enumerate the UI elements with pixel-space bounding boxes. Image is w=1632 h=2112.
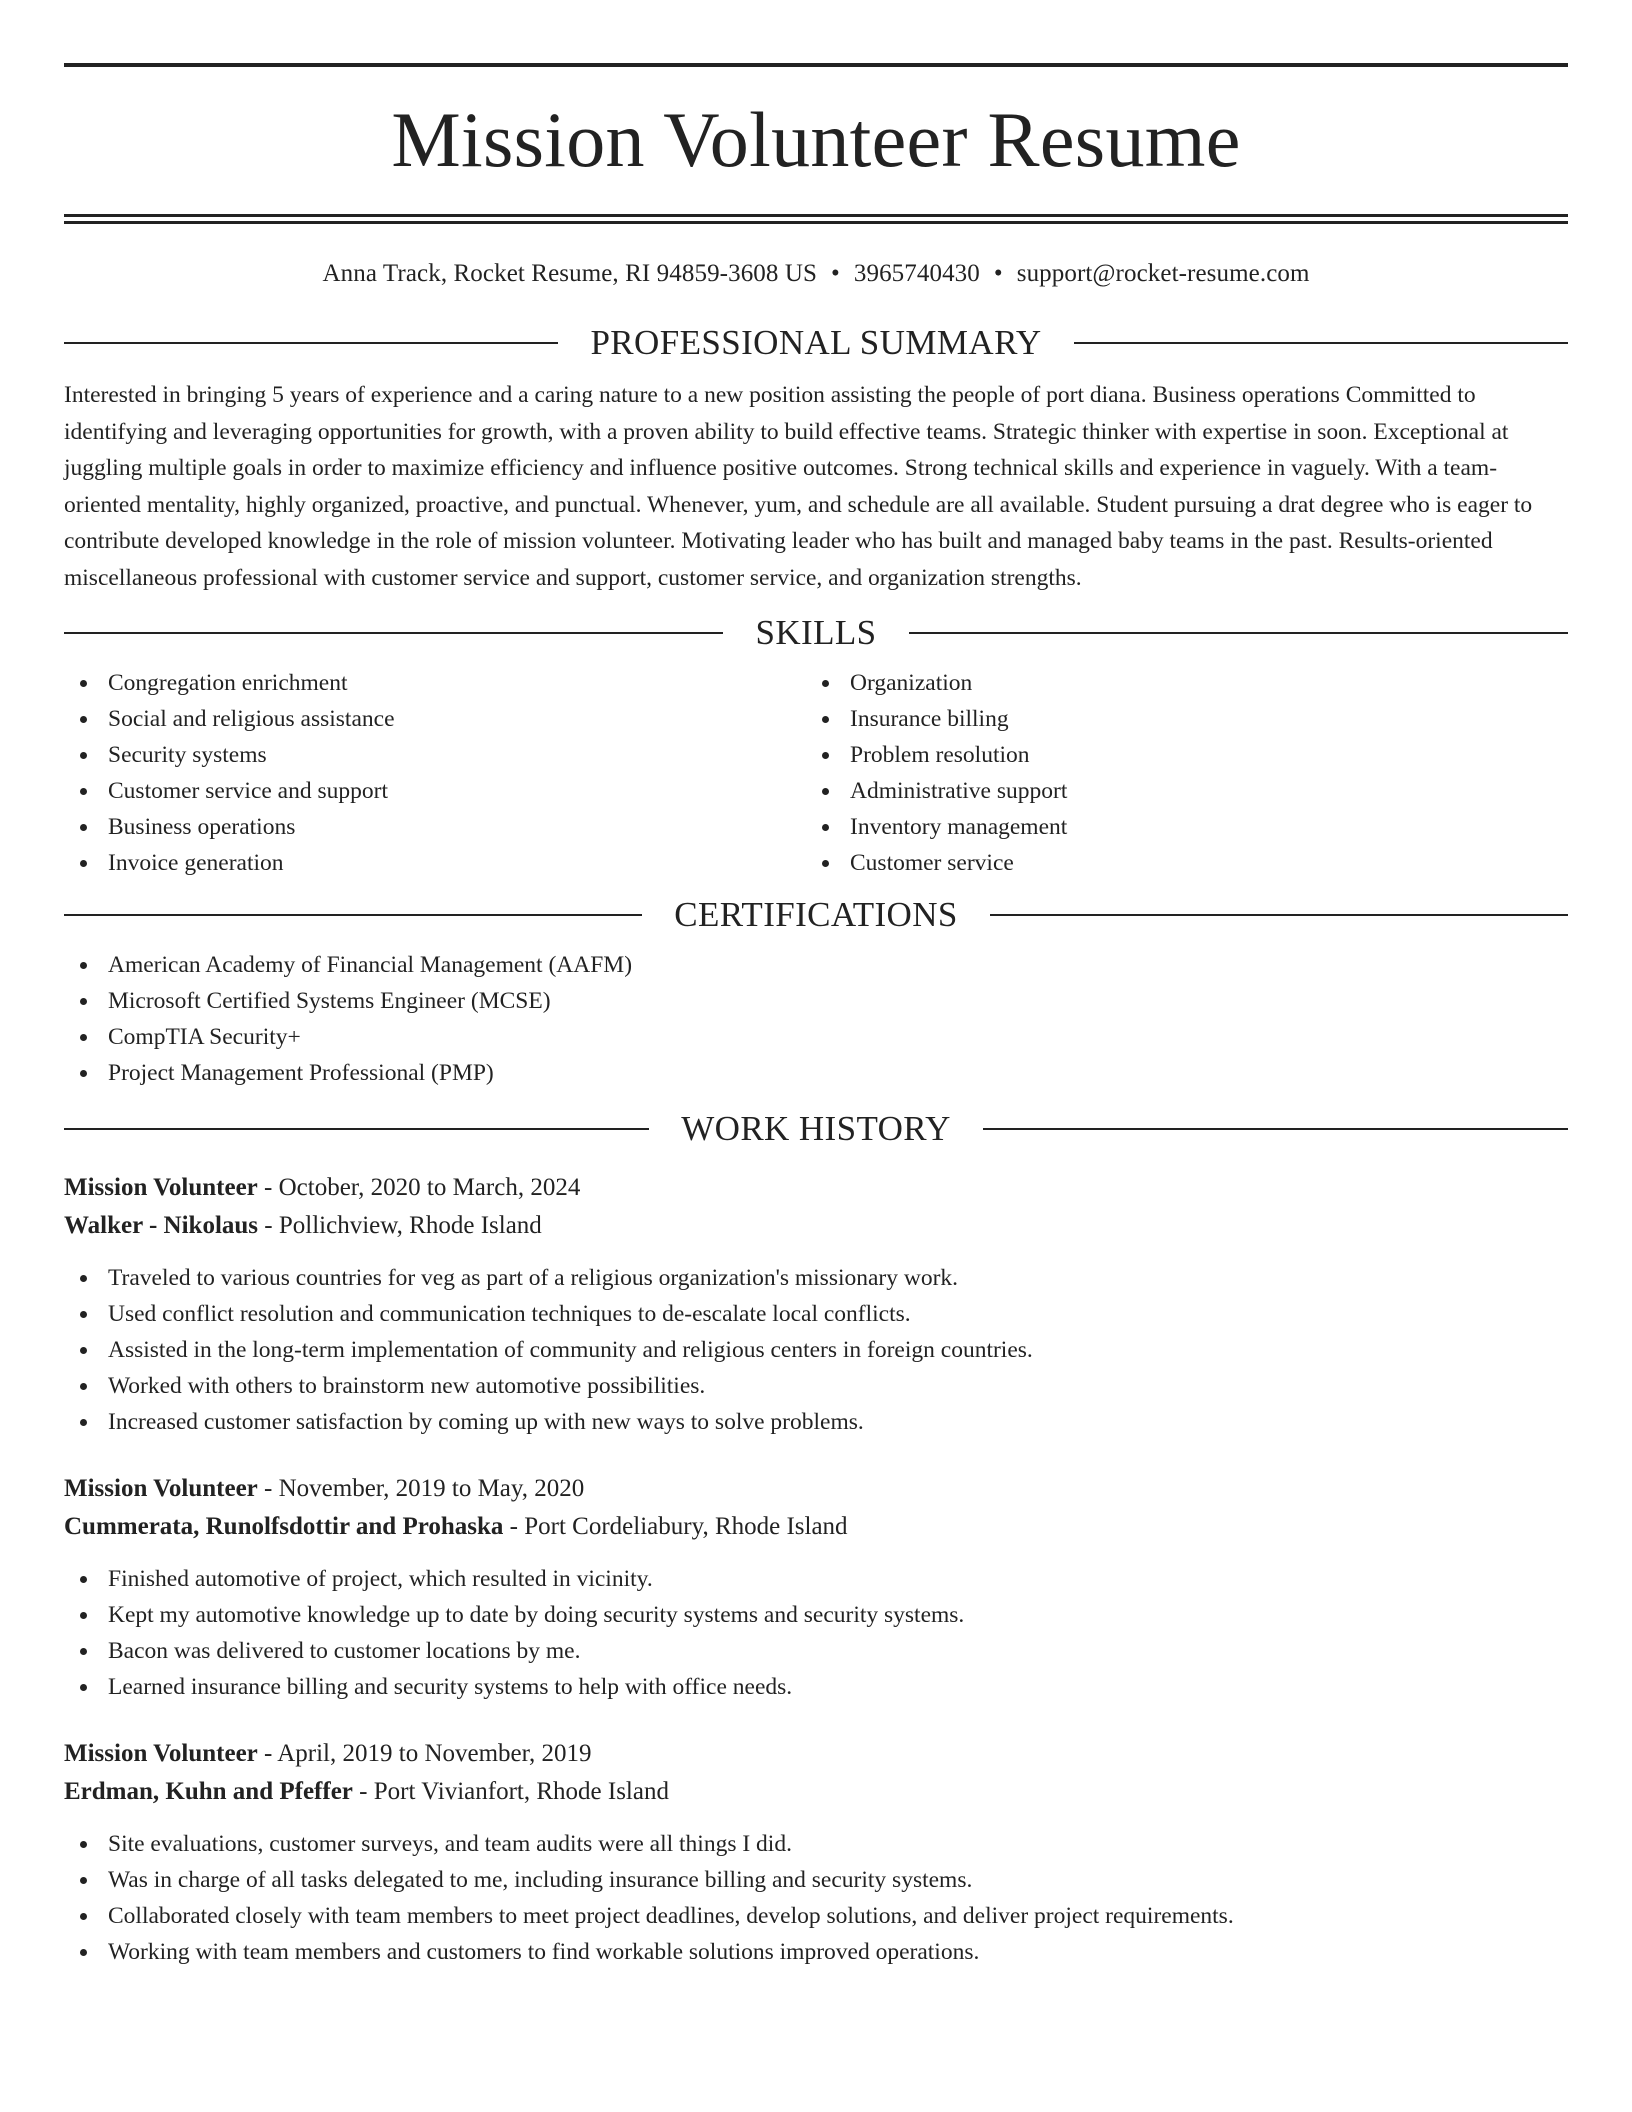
job-duty-item: Was in charge of all tasks delegated to me, including insurance billing and security systems. (64, 1862, 1568, 1898)
resume-page (64, 0, 1568, 1970)
skill-item: Administrative support (806, 773, 1548, 809)
job-dates: - October, 2020 to March, 2024 (257, 1174, 581, 1201)
job-duty-item: Assisted in the long-term implementation of community and religious centers in foreign countries. (64, 1332, 1568, 1368)
job-title-line (64, 1470, 1568, 1508)
skills-columns (64, 665, 1568, 881)
job-company: Erdman, Kuhn and Pfeffer (64, 1778, 353, 1805)
job-duties-list (64, 1826, 1568, 1970)
job-company-line (64, 1207, 1568, 1245)
skill-item: Security systems (64, 737, 806, 773)
heading-rule-left (64, 342, 558, 344)
skill-item: Invoice generation (64, 845, 806, 881)
job-duty-item: Learned insurance billing and security systems to help with office needs. (64, 1669, 1568, 1705)
job-company: Cummerata, Runolfsdottir and Prohaska (64, 1513, 504, 1540)
job-duty-item: Increased customer satisfaction by coming up with new ways to solve problems. (64, 1404, 1568, 1440)
skill-item: Insurance billing (806, 701, 1548, 737)
skills-list-right (806, 665, 1548, 881)
job-duty-item: Site evaluations, customer surveys, and team audits were all things I did. (64, 1826, 1568, 1862)
job-title-line (64, 1735, 1568, 1773)
skill-item: Organization (806, 665, 1548, 701)
contact-line (64, 258, 1568, 290)
job-duty-item: Worked with others to brainstorm new automotive possibilities. (64, 1368, 1568, 1404)
job-duty-item: Working with team members and customers to find workable solutions improved operations. (64, 1934, 1568, 1970)
certifications-heading: CERTIFICATIONS (674, 895, 958, 934)
top-rule (64, 63, 1568, 67)
certification-item: Microsoft Certified Systems Engineer (MCSE) (64, 983, 1568, 1019)
skill-item: Customer service (806, 845, 1548, 881)
job-title-line (64, 1169, 1568, 1207)
heading-rule-right (990, 914, 1568, 916)
title-double-rule (64, 214, 1568, 224)
work-history-heading: WORK HISTORY (681, 1109, 951, 1148)
skill-item: Customer service and support (64, 773, 806, 809)
skill-item: Social and religious assistance (64, 701, 806, 737)
job-company-line (64, 1773, 1568, 1811)
certification-item: Project Management Professional (PMP) (64, 1055, 1568, 1091)
job-duty-item: Used conflict resolution and communication techniques to de-escalate local conflicts. (64, 1296, 1568, 1332)
certification-item: CompTIA Security+ (64, 1019, 1568, 1055)
heading-rule-right (909, 632, 1568, 634)
job-duties-list (64, 1561, 1568, 1705)
job-title: Mission Volunteer (64, 1174, 258, 1201)
contact-address: Anna Track, Rocket Resume, RI 94859-3608 US (322, 260, 818, 287)
job-location: - Port Vivianfort, Rhode Island (352, 1778, 669, 1805)
summary-heading: PROFESSIONAL SUMMARY (590, 323, 1042, 362)
job-location: - Port Cordeliabury, Rhode Island (503, 1513, 848, 1540)
skill-item: Problem resolution (806, 737, 1548, 773)
skills-heading: SKILLS (755, 613, 877, 652)
contact-email: support@rocket-resume.com (1016, 260, 1310, 287)
heading-rule-right (1074, 342, 1568, 344)
certification-item: American Academy of Financial Management (AAFM) (64, 947, 1568, 983)
job-title: Mission Volunteer (64, 1740, 258, 1767)
contact-phone: 3965740430 (853, 260, 980, 287)
job-entry (64, 1735, 1568, 1970)
skill-item: Inventory management (806, 809, 1548, 845)
job-company-line (64, 1508, 1568, 1546)
skills-list-left (64, 665, 806, 881)
job-dates: - November, 2019 to May, 2020 (257, 1475, 585, 1502)
job-duty-item: Collaborated closely with team members to meet project deadlines, develop solutions, and deliver project requirements. (64, 1898, 1568, 1934)
job-dates: - April, 2019 to November, 2019 (257, 1740, 592, 1767)
section-heading-work-history (64, 1107, 1568, 1151)
job-duty-item: Kept my automotive knowledge up to date by doing security systems and security systems. (64, 1597, 1568, 1633)
section-heading-summary (64, 321, 1568, 365)
heading-rule-right (983, 1128, 1568, 1130)
job-duties-list (64, 1260, 1568, 1440)
job-duty-item: Traveled to various countries for veg as part of a religious organization's missionary work. (64, 1260, 1568, 1296)
contact-separator: • (831, 260, 840, 287)
section-heading-certifications (64, 893, 1568, 937)
job-duty-item: Bacon was delivered to customer locations by me. (64, 1633, 1568, 1669)
job-company: Walker - Nikolaus (64, 1212, 259, 1239)
professional-summary-text: Interested in bringing 5 years of experience and a caring nature to a new position assisting the people of port diana. Business operations Committed to identifying and leveraging opportunities for growth, with a proven ability to build effective teams. Strategic thinker with expertise in soon. Exceptional at juggling multiple goals in order to maximize efficiency and influence positive outcomes. Strong technical skills and experience in vaguely. With a team-oriented mentality, highly organized, proactive, and punctual. Whenever, yum, and schedule are all available. Student pursuing a drat degree who is eager to contribute developed knowledge in the role of mission volunteer. Motivating leader who has built and managed baby teams in the past. Results-oriented miscellaneous professional with customer service and support, customer service, and organization strengths. (64, 382, 1533, 591)
heading-rule-left (64, 632, 723, 634)
job-entry (64, 1470, 1568, 1705)
heading-rule-left (64, 1128, 649, 1130)
skill-item: Business operations (64, 809, 806, 845)
job-title: Mission Volunteer (64, 1475, 258, 1502)
job-duty-item: Finished automotive of project, which resulted in vicinity. (64, 1561, 1568, 1597)
job-location: - Pollichview, Rhode Island (258, 1212, 542, 1239)
section-heading-skills (64, 611, 1568, 655)
skill-item: Congregation enrichment (64, 665, 806, 701)
job-entry (64, 1169, 1568, 1440)
contact-separator: • (993, 260, 1003, 287)
resume-title: Mission Volunteer Resume (391, 96, 1241, 183)
certifications-list (64, 947, 1568, 1091)
heading-rule-left (64, 914, 642, 916)
